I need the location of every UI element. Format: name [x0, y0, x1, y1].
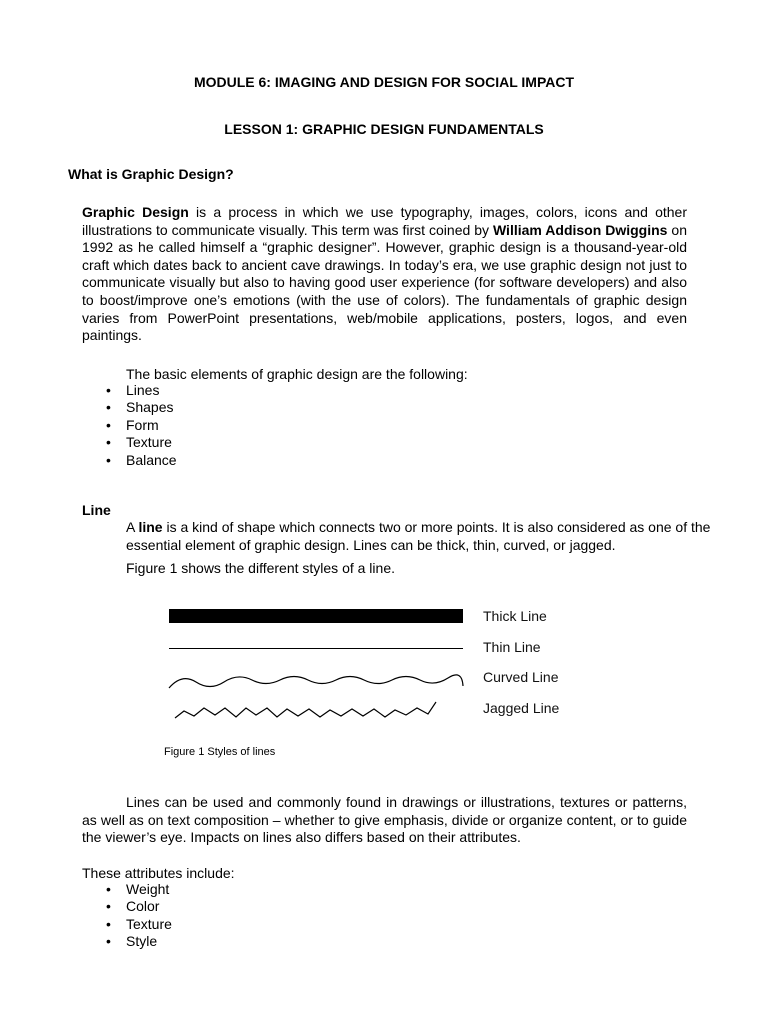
module-title: MODULE 6: IMAGING AND DESIGN FOR SOCIAL IMPACT [193, 74, 575, 90]
figure-caption: Figure 1 Styles of lines [164, 746, 276, 758]
definition-term: Graphic Design [82, 204, 189, 220]
list-item: • Form [82, 417, 177, 434]
curved-line-label: Curved Line [483, 669, 559, 685]
line-term: line [138, 519, 163, 535]
definition-text-2: on 1992 as he called himself a “graphic designer”. However, graphic design is a thousand-year-old craft which dates back to ancient cave drawings. In today’s era, we use graphic design not just to communicate visually but also to having good user experience (for software developers) and also to boost/improve one’s emotions (with the use of colors). The fundamentals of graphic design varies from PowerPoint presentations, web/mobile applications, posters, logos, and even paintings. [82, 221, 687, 344]
line-paragraph [126, 519, 726, 554]
section-heading: What is Graphic Design? [68, 166, 234, 182]
elements-list [82, 382, 177, 469]
definition-paragraph [82, 204, 687, 345]
usage-text: Lines can be used and commonly found in drawings or illustrations, textures or patterns, as well as on text composition – whether to give emphasis, divide or organize content, or to guide the viewer’s eye. Impacts on lines also differs based on their attributes. [82, 794, 687, 846]
definition-text-1: is a process in which we use typography, images, colors, icons and other illustrations to communicate visually. This term was first coined by [82, 204, 687, 238]
figure-intro: Figure 1 shows the different styles of a line. [126, 560, 395, 576]
list-item: • Weight [82, 881, 172, 898]
curved-line [169, 675, 463, 688]
list-item: • Texture [82, 916, 172, 933]
thin-line-label: Thin Line [483, 639, 541, 655]
jagged-line-label: Jagged Line [483, 700, 560, 716]
list-item: • Shapes [82, 399, 177, 416]
line-text-a: A [126, 519, 139, 535]
thick-line [169, 609, 463, 623]
attributes-list [82, 881, 172, 951]
definition-person: William Addison Dwiggins [492, 221, 668, 238]
list-item: • Color [82, 898, 172, 915]
attributes-intro: These attributes include: [82, 865, 235, 881]
usage-paragraph [82, 794, 687, 847]
line-heading: Line [82, 502, 111, 518]
list-item: • Balance [82, 452, 177, 469]
elements-intro: The basic elements of graphic design are the following: [126, 366, 468, 382]
line-styles-figure [160, 598, 480, 728]
thick-line-label: Thick Line [483, 608, 547, 624]
list-item: • Texture [82, 434, 177, 451]
lesson-title: LESSON 1: GRAPHIC DESIGN FUNDAMENTALS [224, 121, 544, 137]
line-text-b: is a kind of shape which connects two or more points. It is also considered as one of the essential element of graphic design. Lines can be thick, thin, curved, or jagged. [126, 519, 711, 553]
jagged-line [175, 702, 436, 718]
list-item: • Lines [82, 382, 177, 399]
list-item: • Style [82, 933, 172, 950]
